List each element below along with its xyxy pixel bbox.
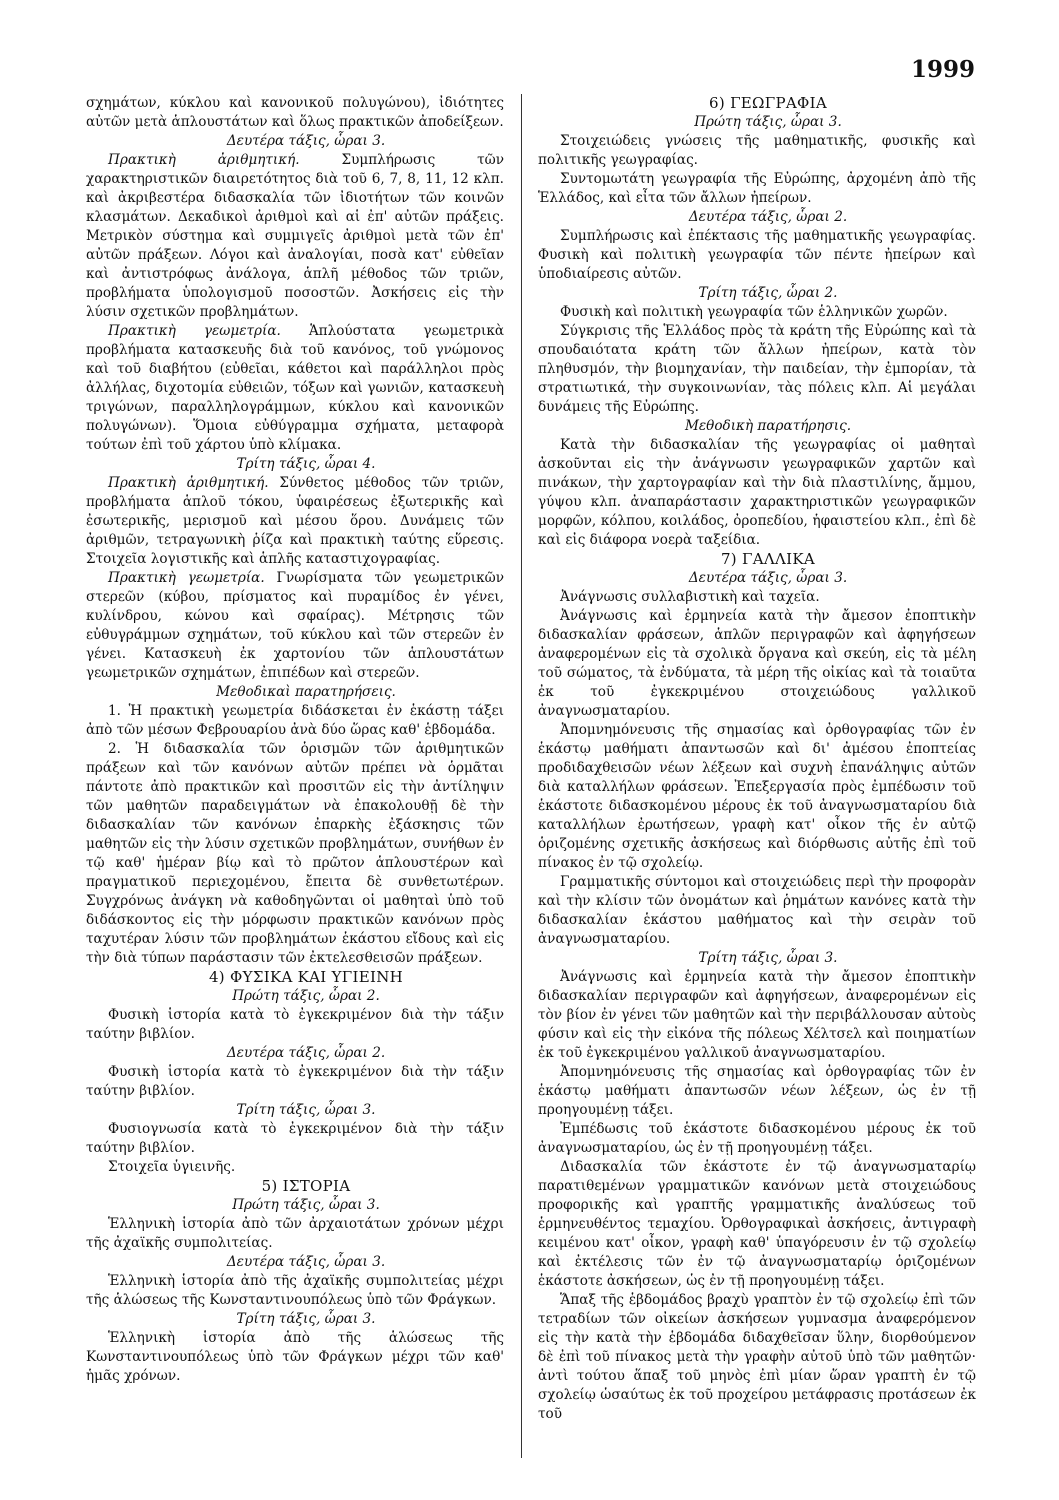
class-subheading: Πρώτη τάξις, ὧραι 2. <box>232 988 380 1004</box>
paragraph: Ἀνάγνωσις καὶ ἑρμηνεία κατὰ τὴν ἄμεσον ἐποπτικὴν διδασκαλίαν φράσεων, ἁπλῶν περιγραφῶν καὶ ἀφηγήσεων ἀναφερομένων εἰς τὰ σχολικὰ ὄργανα καὶ σκεύη, εἰς τὰ μέλη τοῦ σώματος, τὰ ἐνδύματα, τὰ μέρη τῆς οἰκίας καὶ τὰ τοιαῦτα ἐκ τοῦ ἐγκεκριμένου στοιχειώδους γαλλικοῦ ἀναγνωσματαρίου. <box>538 608 976 719</box>
paragraph <box>86 569 504 683</box>
paragraph <box>86 322 504 455</box>
class-subheading: Τρίτη τάξις, ὧραι 3. <box>236 1311 376 1327</box>
class-subheading: Πρώτη τάξις, ὧραι 3. <box>694 114 842 130</box>
inline-label: Πρακτικὴ ἀριθμητική. <box>108 475 269 491</box>
paragraph: Σύγκρισις τῆς Ἑλλάδος πρὸς τὰ κράτη τῆς Εὐρώπης καὶ τὰ σπουδαιότατα κράτη τῶν ἄλλων ἠπείρων, κατὰ τὸν πληθυσμόν, τὴν βιομηχανίαν, τὴν παιδείαν, τὴν ἐμπορίαν, τὰ στρατιωτικά, τὴν συγκοινωνίαν, τὰς πόλεις κλπ. Αἱ μεγάλαι δυνάμεις τῆς Εὐρώπης. <box>538 323 976 415</box>
paragraph: Ἀνάγνωσις καὶ ἑρμηνεία κατὰ τὴν ἄμεσον ἐποπτικὴν διδασκαλίαν περιγραφῶν καὶ ἀφηγήσεων, ἀναφερομένων εἰς τὸν βίον ἐν γένει τῶν μαθητῶν καὶ τὴν περιβάλλουσαν αὐτοὺς φύσιν καὶ εἰς τὴν εἰκόνα τῆς πόλεως Χέλτσελ καὶ ποιηματίων ἐκ τοῦ ἐγκεκριμένου γαλλικοῦ ἀναγνωσματαρίου. <box>538 969 976 1061</box>
paragraph <box>86 474 504 569</box>
paragraph: Ἐμπέδωσις τοῦ ἑκάστοτε διδασκομένου μέρους ἐκ τοῦ ἀναγνωσματαρίου, ὡς ἐν τῇ προηγουμένῃ τάξει. <box>538 1121 976 1156</box>
paragraph-text: Ἁπλούστατα γεωμετρικὰ προβλήματα κατασκευῆς διὰ τοῦ κανόνος, τοῦ γνώμονος καὶ τοῦ διαβήτου (εὐθεῖαι, κάθετοι καὶ παράλληλοι πρὸς ἀλλήλας, διχοτομία εὐθειῶν, τόξων καὶ γωνιῶν, κατασκευὴ τριγώνων, παραλληλογράμμων, κύκλου καὶ κανονικῶν πολυγώνων). Ὅμοια εὐθύγραμμα σχήματα, μεταφορὰ τούτων ἐπὶ τοῦ χάρτου ὑπὸ κλίμακα. <box>86 323 505 453</box>
paragraph-text: Γνωρίσματα τῶν γεωμετρικῶν στερεῶν (κύβου, πρίσματος καὶ πυραμίδος ἐν γένει, κυλίνδρου, κώνου καὶ σφαίρας). Μέτρησις τῶν εὐθυγράμμων σχημάτων, τοῦ κύκλου καὶ τῶν στερεῶν ἐν γένει. Κατασκευὴ ἐκ χαρτονίου τῶν ἁπλουστάτων γεωμετρικῶν σχημάτων, ἐπιπέδων καὶ στερεῶν. <box>86 570 504 681</box>
paragraph: Φυσικὴ ἱστορία κατὰ τὸ ἐγκεκριμένον διὰ τὴν τάξιν ταύτην βιβλίον. <box>86 1064 504 1099</box>
paragraph: σχημάτων, κύκλου καὶ κανονικοῦ πολυγώνου), ἰδιότητες αὐτῶν μετὰ ἁπλουστάτων καὶ ὅλως πρακτικῶν ἀποδείξεων. <box>86 95 504 130</box>
inline-label: Πρακτικὴ γεωμετρία. <box>108 323 281 339</box>
column-divider <box>521 94 522 1458</box>
section-heading-french: 7) ΓΑΛΛΙΚΑ <box>720 550 816 568</box>
class-subheading: Τρίτη τάξις, ὧραι 4. <box>236 456 376 472</box>
method-heading: Μεθοδικαὶ παρατηρήσεις. <box>216 684 396 700</box>
inline-label: Πρακτικὴ ἀριθμητική. <box>108 152 300 168</box>
paragraph: Φυσικὴ ἱστορία κατὰ τὸ ἐγκεκριμένον διὰ τὴν τάξιν ταύτην βιβλίον. <box>86 1007 504 1042</box>
paragraph: Διδασκαλία τῶν ἑκάστοτε ἐν τῷ ἀναγνωσματαρίῳ παρατιθεμένων γραμματικῶν κανόνων μετὰ στοιχειώδους προφορικῆς καὶ γραπτῆς γραμματικῆς ἀναλύσεως τοῦ ἑρμηνευθέντος τεμαχίου. Ὀρθογραφικαὶ ἀσκήσεις, ἀντιγραφὴ κειμένου κατ' οἶκον, γραφὴ καθ' ὑπαγόρευσιν ἐν τῷ σχολείῳ καὶ ἐκτέλεσις τῶν ἐν τῷ ἀναγνωσματαρίῳ ὁριζομένων ἑκάστοτε ἀσκήσεων, ὡς ἐν τῇ προηγουμένῃ τάξει. <box>538 1159 976 1289</box>
class-subheading: Δευτέρα τάξις, ὧραι 3. <box>688 570 848 586</box>
class-subheading: Δευτέρα τάξις, ὧραι 2. <box>226 1045 386 1061</box>
class-subheading: Δευτέρα τάξις, ὧραι 3. <box>226 133 386 149</box>
paragraph: Ἑλληνικὴ ἱστορία ἀπὸ τῆς ἀχαϊκῆς συμπολιτείας μέχρι τῆς ἁλώσεως τῆς Κωνσταντινουπόλεως ὑπὸ τῶν Φράγκων. <box>86 1273 504 1308</box>
paragraph-text: Συμπλήρωσις τῶν χαρακτηριστικῶν διαιρετότητος διὰ τοῦ 6, 7, 8, 11, 12 κλπ. καὶ ἀκριβεστέρα διδασκαλία τῶν ἰδιοτήτων τῶν κοινῶν κλασμάτων. Δεκαδικοὶ ἀριθμοὶ καὶ αἱ ἐπ' αὐτῶν πράξεις. Μετρικὸν σύστημα καὶ συμμιγεῖς ἀριθμοὶ μετὰ τῶν ἐπ' αὐτῶν πράξεων. Λόγοι καὶ ἀναλογίαι, ποσὰ κατ' εὐθεῖαν καὶ ἀντιστρόφως ἀνάλογα, ἁπλῆ μέθοδος τῶν τριῶν, προβλήματα ὑπολογισμοῦ ποσοστῶν. Ἀσκήσεις εἰς τὴν λύσιν σχετικῶν προβλημάτων. <box>86 152 504 320</box>
paragraph: Στοιχεῖα ὑγιεινῆς. <box>108 1159 236 1175</box>
page-number: 1999 <box>910 56 975 83</box>
paragraph: Συμπλήρωσις καὶ ἐπέκτασις τῆς μαθηματικῆς γεωγραφίας. Φυσικὴ καὶ πολιτικὴ γεωγραφία τῶν πέντε ἠπείρων καὶ ὑποδιαίρεσις αὐτῶν. <box>538 228 976 282</box>
section-heading-geography: 6) ΓΕΩΓΡΑΦΙΑ <box>709 94 827 112</box>
class-subheading: Τρίτη τάξις, ὧραι 3. <box>236 1102 376 1118</box>
paragraph: Ἀπομνημόνευσις τῆς σημασίας καὶ ὀρθογραφίας τῶν ἐν ἑκάστῳ μαθήματι ἀπαντωσῶν νέων λέξεων, ὡς ἐν τῇ προηγουμένῃ τάξει. <box>538 1064 976 1118</box>
paragraph: Ἑλληνικὴ ἱστορία ἀπὸ τῶν ἀρχαιοτάτων χρόνων μέχρι τῆς ἀχαϊκῆς συμπολιτείας. <box>86 1216 504 1251</box>
paragraph: Ἀπομνημόνευσις τῆς σημασίας καὶ ὀρθογραφίας τῶν ἐν ἑκάστῳ μαθήματι ἀπαντωσῶν καὶ δι' ἀμέσου ἐποπτείας προδιδαχθεισῶν νέων λέξεων καὶ συχνὴ ἐπανάληψις αὐτῶν διὰ καταλλήλων φράσεων. Ἐπεξεργασία πρὸς ἐμπέδωσιν τοῦ ἑκάστοτε διδασκομένου μέρους ἐκ τοῦ ἀναγνωσματαρίου διὰ καταλλήλων ἐρωτήσεων, γραφὴ κατ' οἶκον τῆς ἐν αὐτῷ ὁριζομένης σχετικῆς ἀσκήσεως καὶ διόρθωσις αὐτῆς ἐπὶ τοῦ πίνακος ἐν τῷ σχολείῳ. <box>538 722 976 871</box>
right-column <box>538 94 976 1424</box>
paragraph: 1. Ἡ πρακτικὴ γεωμετρία διδάσκεται ἐν ἑκάστῃ τάξει ἀπὸ τῶν μέσων Φεβρουαρίου ἀνὰ δύο ὥρας καθ' ἑβδομάδα. <box>86 703 504 738</box>
class-subheading: Πρώτη τάξις, ὧραι 3. <box>232 1197 380 1213</box>
paragraph: Κατὰ τὴν διδασκαλίαν τῆς γεωγραφίας οἱ μαθηταὶ ἀσκοῦνται εἰς τὴν ἀνάγνωσιν γεωγραφικῶν χαρτῶν καὶ πινάκων, τὴν χαρτογραφίαν καὶ τὴν διὰ πλαστιλίνης, ἄμμου, γύψου κλπ. ἀναπαράστασιν χαρακτηριστικῶν γεωγραφικῶν μορφῶν, κόλπου, κοιλάδος, ὀροπεδίου, ἡφαιστείου κλπ., ἐπὶ δὲ καὶ εἰς διάφορα νοερὰ ταξείδια. <box>538 437 976 548</box>
paragraph <box>86 151 504 322</box>
paragraph-text: Σύνθετος μέθοδος τῶν τριῶν, προβλήματα ἁπλοῦ τόκου, ὑφαιρέσεως ἐξωτερικῆς καὶ ἐσωτερικῆς, μερισμοῦ καὶ μέσου ὅρου. Δυνάμεις τῶν ἀριθμῶν, τετραγωνικὴ ῥίζα καὶ πρακτικὴ ταύτης εὕρεσις. Στοιχεῖα λογιστικῆς καὶ ἁπλῆς καταστιχογραφίας. <box>86 475 504 567</box>
paragraph: 2. Ἡ διδασκαλία τῶν ὁρισμῶν τῶν ἀριθμητικῶν πράξεων καὶ τῶν κανόνων αὐτῶν πρέπει νὰ ὁρμᾶται πάντοτε ἀπὸ πρακτικῶν καὶ προσιτῶν εἰς τὴν ἀντίληψιν τῶν μαθητῶν παραδειγμάτων νὰ ἐπακολουθῇ δὲ τὴν διδασκαλίαν τῶν κανόνων ἐπαρκὴς ἐξάσκησις τῶν μαθητῶν εἰς τὴν λύσιν σχετικῶν προβλημάτων, συνήθων ἐν τῷ καθ' ἡμέραν βίῳ καὶ τὸ πρῶτον ἁπλουστέρων καὶ πραγματικοῦ περιεχομένου, ἔπειτα δὲ συνθετωτέρων. Συγχρόνως ἀνάγκη νὰ καθοδηγῶνται οἱ μαθηταὶ ὑπὸ τοῦ διδάσκοντος εἰς τὴν μόρφωσιν πρακτικῶν κανόνων πρὸς ταχυτέραν λύσιν τῶν προβλημάτων ἑκάστου εἴδους καὶ εἰς τὴν διὰ τύπων παράστασιν τῶν ἐκτελεσθεισῶν πράξεων. <box>86 741 504 966</box>
paragraph: Φυσιογνωσία κατὰ τὸ ἐγκεκριμένον διὰ τὴν τάξιν ταύτην βιβλίον. <box>86 1121 504 1156</box>
inline-label: Πρακτικὴ γεωμετρία. <box>108 570 265 586</box>
paragraph: Ἀνάγνωσις συλλαβιστικὴ καὶ ταχεῖα. <box>560 589 820 605</box>
paragraph: Στοιχειώδεις γνώσεις τῆς μαθηματικῆς, φυσικῆς καὶ πολιτικῆς γεωγραφίας. <box>538 133 976 168</box>
section-heading-history: 5) ΙΣΤΟΡΙΑ <box>261 1177 351 1195</box>
paragraph: Γραμματικῆς σύντομοι καὶ στοιχειώδεις περὶ τὴν προφορὰν καὶ τὴν κλίσιν τῶν ὀνομάτων καὶ ῥημάτων κανόνες κατὰ τὴν διδασκαλίαν ἑκάστου μαθήματος καὶ τὴν σειρὰν τοῦ ἀναγνωσματαρίου. <box>538 874 976 947</box>
left-column <box>86 94 504 1386</box>
class-subheading: Τρίτη τάξις, ὧραι 2. <box>698 285 838 301</box>
class-subheading: Δευτέρα τάξις, ὧραι 3. <box>226 1254 386 1270</box>
section-heading-physics-hygiene: 4) ΦΥΣΙΚΑ ΚΑΙ ΥΓΙΕΙΝΗ <box>208 968 404 986</box>
class-subheading: Τρίτη τάξις, ὧραι 3. <box>698 950 838 966</box>
paragraph: Ἅπαξ τῆς ἑβδομάδος βραχὺ γραπτὸν ἐν τῷ σχολείῳ ἐπὶ τῶν τετραδίων τῶν οἰκείων ἀσκήσεων γυμνασμα ἀναφερόμενον εἰς τὴν κατὰ τὴν ἑβδομάδα διδαχθεῖσαν ὕλην, διορθούμενον δὲ ἐπὶ τοῦ πίνακος μετὰ τὴν γραφὴν αὐτοῦ ὑπὸ τῶν μαθητῶν· ἀντὶ τούτου ἅπαξ τοῦ μηνὸς ἐπὶ μίαν ὥραν γραπτὴ ἐν τῷ σχολείῳ ὡσαύτως ἐκ τοῦ προχείρου μετάφρασις προτάσεων ἐκ τοῦ <box>538 1292 976 1422</box>
method-heading: Μεθοδικὴ παρατήρησις. <box>684 418 852 434</box>
class-subheading: Δευτέρα τάξις, ὧραι 2. <box>688 209 848 225</box>
paragraph: Φυσικὴ καὶ πολιτικὴ γεωγραφία τῶν ἑλληνικῶν χωρῶν. <box>560 304 948 320</box>
paragraph: Συντομωτάτη γεωγραφία τῆς Εὐρώπης, ἀρχομένη ἀπὸ τῆς Ἑλλάδος, καὶ εἶτα τῶν ἄλλων ἠπείρων. <box>538 171 976 206</box>
paragraph: Ἑλληνικὴ ἱστορία ἀπὸ τῆς ἁλώσεως τῆς Κωνσταντινουπόλεως ὑπὸ τῶν Φράγκων μέχρι τῶν καθ' ἡμᾶς χρόνων. <box>86 1330 504 1384</box>
